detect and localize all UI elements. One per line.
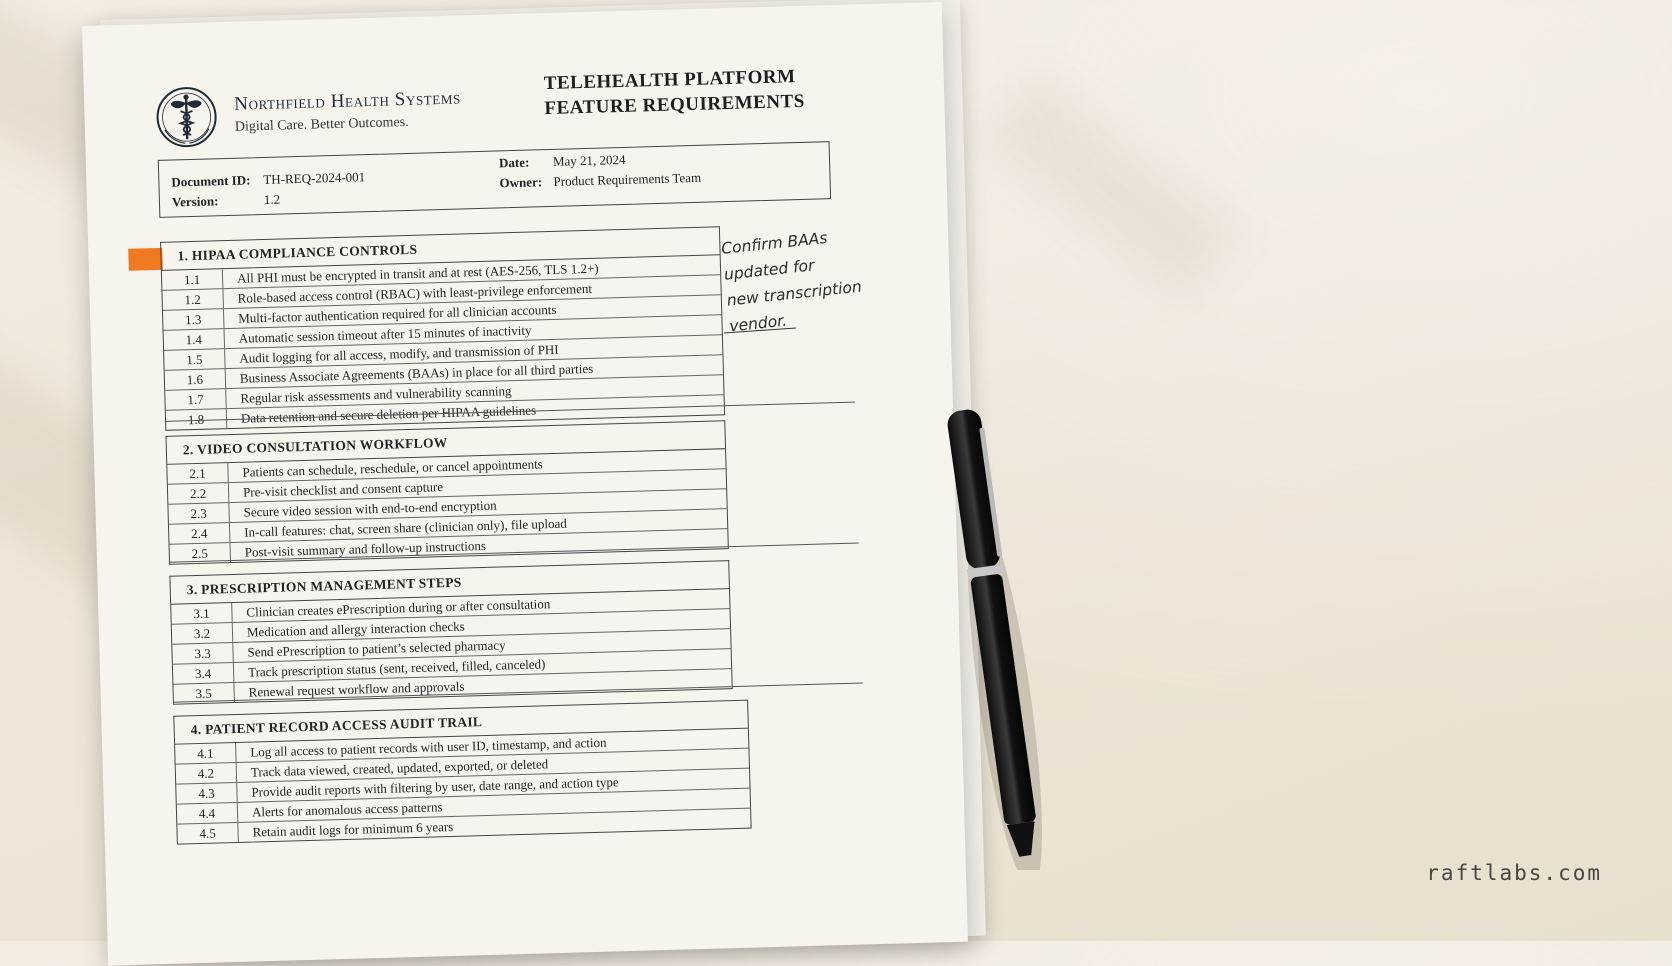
row-text: Patients can schedule, reschedule, or cancel appointments	[242, 456, 543, 480]
row-number: 4.5	[177, 823, 239, 844]
meta-doc-id	[171, 169, 365, 190]
row-text: Track data viewed, created, updated, exported, or deleted	[250, 756, 549, 780]
section-heading: 1. HIPAA COMPLIANCE CONTROLS	[160, 226, 721, 270]
requirements-table	[174, 728, 752, 845]
row-number: 2.1	[167, 463, 229, 484]
row-text: Send ePrescription to patient’s selected pharmacy	[247, 637, 506, 660]
row-number: 1.7	[165, 389, 227, 410]
section-heading: 3. PRESCRIPTION MANAGEMENT STEPS	[169, 560, 730, 604]
row-text: Role-based access control (RBAC) with least-privilege enforcement	[237, 280, 593, 306]
meta-version-label: Version:	[171, 193, 219, 210]
row-number: 2.5	[170, 543, 232, 564]
row-number: 4.4	[177, 803, 239, 824]
row-text: Post-visit summary and follow-up instructions	[244, 537, 487, 560]
requirements-table	[170, 588, 733, 705]
row-number: 4.1	[175, 743, 237, 764]
caduceus-icon	[154, 84, 220, 150]
row-text: Automatic session timeout after 15 minutes of inactivity	[238, 322, 532, 346]
row-text: In-call features: chat, screen share (clinician only), file upload	[243, 515, 567, 540]
document-title	[543, 64, 805, 121]
row-number: 3.5	[173, 683, 235, 704]
row-text: Renewal request workflow and approvals	[248, 678, 465, 700]
row-number: 3.2	[172, 623, 234, 644]
row-number: 2.2	[168, 483, 230, 504]
meta-version	[172, 192, 281, 211]
row-number: 4.3	[176, 783, 238, 804]
meta-version-value: 1.2	[263, 191, 281, 207]
row-number: 1.4	[164, 329, 226, 350]
watermark-text: raftlabs.com	[1426, 861, 1602, 885]
section-hipaa-compliance	[160, 226, 725, 431]
document-title-line-2: FEATURE REQUIREMENTS	[544, 90, 806, 120]
row-number: 1.5	[164, 349, 226, 370]
organization-name: Northfield Health Systems	[233, 87, 462, 115]
row-number: 3.1	[171, 603, 233, 624]
meta-date-value: May 21, 2024	[552, 151, 626, 169]
row-text: Business Associate Agreements (BAAs) in place for all third parties	[239, 360, 594, 386]
requirements-document	[82, 2, 968, 966]
meta-date	[499, 152, 626, 172]
note-line: updated for	[723, 256, 816, 284]
meta-doc-id-value: TH-REQ-2024-001	[263, 169, 366, 187]
row-number: 1.8	[166, 409, 228, 430]
note-line: Confirm BAAs	[720, 228, 829, 258]
row-number: 1.2	[162, 289, 224, 310]
section-heading: 2. VIDEO CONSULTATION WORKFLOW	[165, 420, 726, 464]
row-text: Retain audit logs for minimum 6 years	[252, 818, 454, 840]
row-text: Track prescription status (sent, received, filled, canceled)	[247, 656, 546, 680]
row-text: Provide audit reports with filtering by user, date range, and action type	[251, 774, 619, 800]
row-text: Secure video session with end-to-end encryption	[243, 497, 497, 520]
orange-tab-flag	[128, 248, 163, 271]
organization-tagline: Digital Care. Better Outcomes.	[234, 114, 409, 135]
row-text: Pre-visit checklist and consent capture	[242, 479, 444, 500]
handwritten-note	[720, 218, 900, 339]
section-heading: 4. PATIENT RECORD ACCESS AUDIT TRAIL	[173, 700, 749, 744]
row-text: Alerts for anomalous access patterns	[251, 799, 443, 820]
row-text: Log all access to patient records with user ID, timestamp, and action	[250, 734, 607, 760]
row-text: Clinician creates ePrescription during or after consultation	[246, 596, 551, 620]
row-text: Audit logging for all access, modify, and transmission of PHI	[239, 341, 559, 366]
row-number: 1.3	[163, 309, 225, 330]
document-meta-box	[158, 141, 831, 218]
row-number: 4.2	[176, 763, 238, 784]
section-audit-trail	[173, 700, 751, 845]
row-number: 1.6	[165, 369, 227, 390]
background-shadow	[980, 70, 1240, 301]
row-text: Data retention and secure deletion per HIPAA guidelines	[240, 402, 537, 426]
document-title-line-1: TELEHEALTH PLATFORM	[543, 66, 796, 95]
meta-owner-value: Product Requirements Team	[553, 169, 702, 189]
requirements-table	[166, 448, 729, 565]
row-text: All PHI must be encrypted in transit and at rest (AES-256, TLS 1.2+)	[236, 260, 599, 286]
row-number: 3.3	[172, 643, 234, 664]
row-text: Multi-factor authentication required for all clinician accounts	[238, 301, 557, 326]
meta-owner	[499, 170, 701, 192]
meta-owner-label: Owner:	[499, 174, 543, 191]
row-text: Regular risk assessments and vulnerability scanning	[240, 383, 512, 406]
brand-block	[234, 87, 462, 135]
row-number: 2.3	[168, 503, 230, 524]
row-number: 3.4	[173, 663, 235, 684]
row-text: Medication and allergy interaction checks	[246, 618, 465, 640]
row-number: 1.1	[162, 269, 224, 290]
note-line: vendor.	[728, 311, 788, 336]
pen-icon	[935, 400, 1045, 870]
meta-doc-id-label: Document ID:	[171, 172, 251, 190]
row-number: 2.4	[169, 523, 231, 544]
section-prescription-management	[169, 560, 732, 705]
section-video-consultation	[165, 420, 728, 565]
meta-date-label: Date:	[498, 154, 530, 171]
note-line: new transcription	[725, 277, 863, 310]
requirements-table	[161, 254, 725, 431]
